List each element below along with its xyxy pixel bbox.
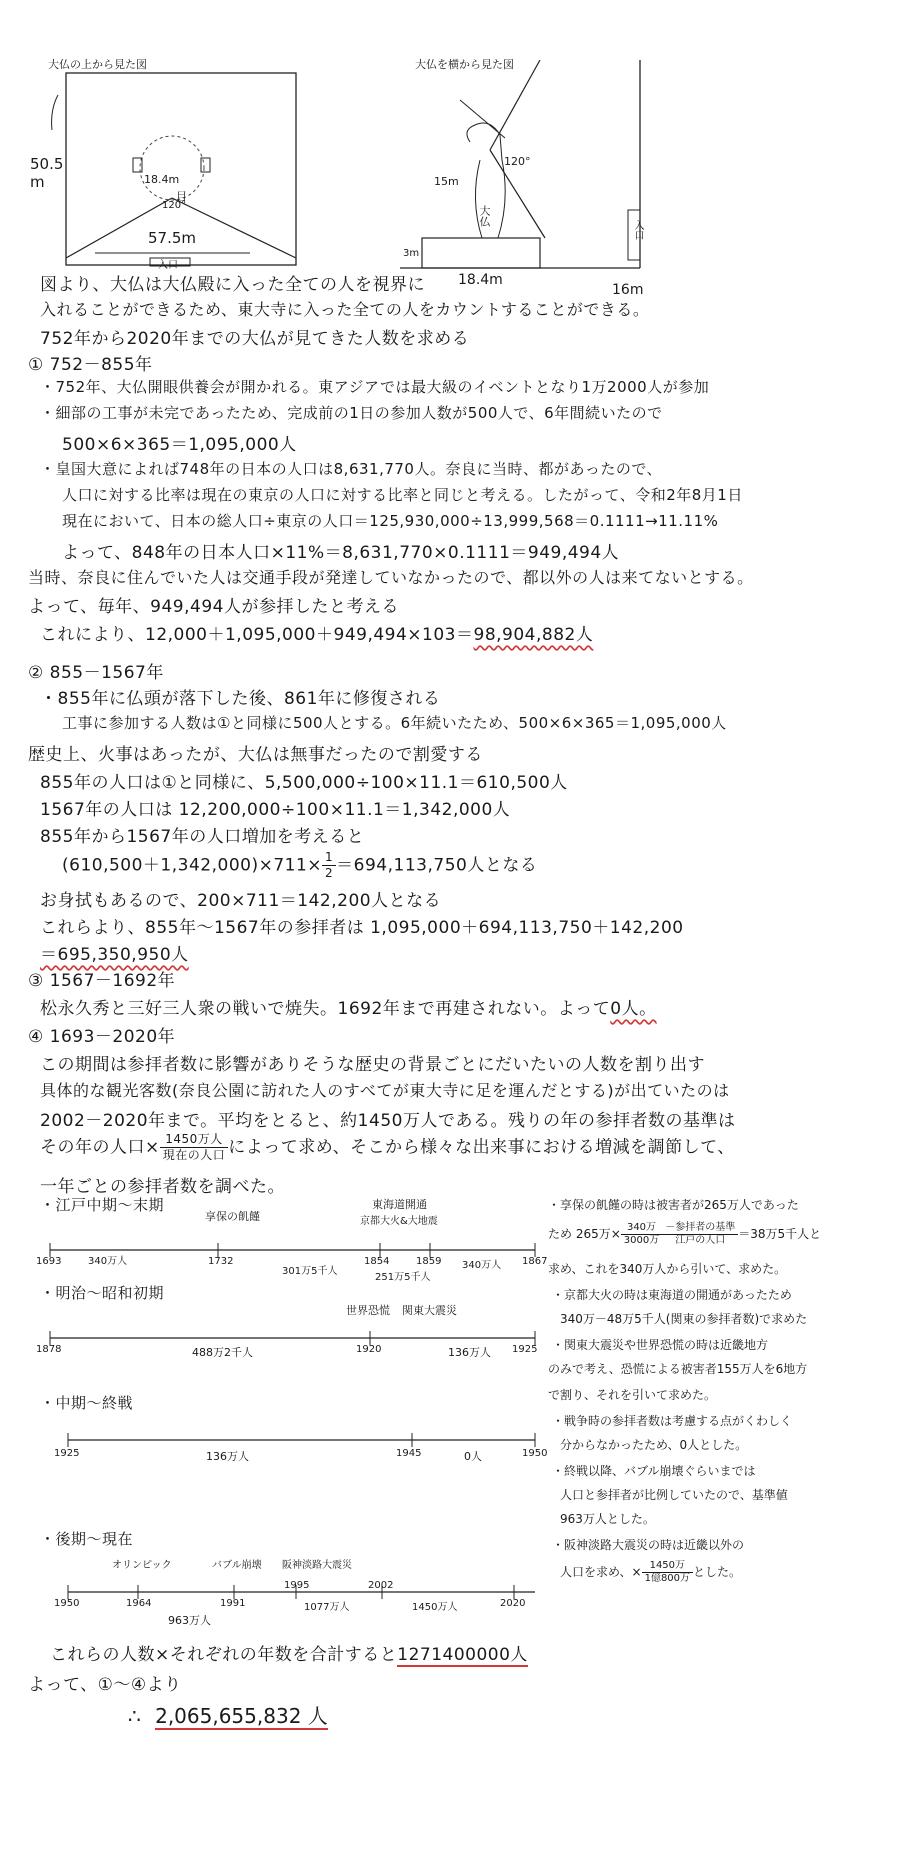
- tl2-seg-1: 488万2千人: [192, 1346, 253, 1359]
- s4-line-5: 一年ごとの参拝者数を調べた。: [40, 1177, 285, 1197]
- tl1-seg-1: 340万人: [88, 1256, 128, 1267]
- top-eye-label: 目: [176, 190, 187, 203]
- side-distance-label: 16m: [612, 282, 644, 298]
- tl4-event-1: オリンピック: [112, 1560, 172, 1571]
- tl2-start: 1878: [36, 1344, 62, 1355]
- tl2-event-2: 関東大震災: [402, 1304, 457, 1317]
- intro-line-2: 入れることができるため、東大寺に入った全ての人をカウントすることができる。: [40, 300, 650, 319]
- tl1-end: 1867: [522, 1256, 548, 1267]
- note-2-b: －参拝者の基準: [662, 1222, 738, 1235]
- therefore-symbol: ∴: [128, 1704, 141, 1728]
- s1-line-2: ・細部の工事が未完であったため、完成前の1日の参加人数が500人で、6年間続いたので: [40, 404, 663, 422]
- s2-calc-a: (610,500＋1,342,000)×711×: [62, 855, 323, 876]
- top-angle-label: 120°: [162, 200, 187, 211]
- s1-result: 98,904,882人: [473, 625, 594, 645]
- note-15: [560, 1560, 741, 1585]
- s4-line-1: この期間は参拝者数に影響がありそうな歴史の背景ごとにだいたいの人数を割り出す: [40, 1055, 705, 1075]
- note-4: ・京都大火の時は東海道の開通があったため: [552, 1288, 792, 1302]
- note-15-fraction: [642, 1560, 693, 1585]
- side-buddha-label: 大仏: [478, 205, 491, 227]
- s2-line-3: 歴史上、火事はあったが、大仏は無事だったので割愛する: [28, 745, 483, 765]
- note-15-num: 1450万: [642, 1560, 693, 1573]
- s2-line-5: 1567年の人口は 12,200,000÷100×11.1＝1,342,000人: [40, 800, 511, 820]
- side-angle-label: 120°: [504, 155, 531, 168]
- s2-heading: ② 855－1567年: [28, 663, 164, 683]
- s3-result: 0人。: [610, 999, 657, 1019]
- final-answer: 2,065,655,832 人: [155, 1704, 328, 1728]
- s3-text: 松永久秀と三好三人衆の戦いで焼失。1692年まで再建されない。よって: [40, 999, 611, 1019]
- s2-line-8: お身拭もあるので、200×711＝142,200人となる: [40, 891, 442, 911]
- note-13: 963万人とした。: [560, 1512, 655, 1526]
- s4-heading: ④ 1693－2020年: [28, 1027, 176, 1047]
- s1-line-1: ・752年、大仏開眼供養会が開かれる。東アジアでは最大級のイベントとなり1万2000人が参加: [40, 378, 710, 396]
- s4-frac-den: 現在の人口: [162, 1148, 226, 1162]
- note-7: のみで考え、恐慌による被害者155万人を6地方: [548, 1362, 808, 1376]
- note-6: ・関東大震災や世界恐慌の時は近畿地方: [552, 1338, 769, 1352]
- tl4-start: 1950: [54, 1598, 80, 1609]
- tl3-seg-2: 0人: [464, 1450, 482, 1463]
- tl2-end: 1925: [512, 1344, 538, 1355]
- s2-line-4: 855年の人口は①と同様に、5,500,000÷100×11.1＝610,500人: [40, 773, 568, 793]
- tl2-seg-2: 136万人: [448, 1346, 491, 1359]
- tl1-event-1: 享保の飢饉: [205, 1210, 260, 1223]
- note-2-num: 340万: [621, 1222, 662, 1235]
- s4-frac-num: 1450万人: [160, 1132, 229, 1148]
- tl2-mid: 1920: [356, 1344, 382, 1355]
- s4-text-b: によって求め、そこから様々な出来事における増減を調節して、: [228, 1137, 735, 1158]
- note-12: 人口と参拝者が比例していたので、基準値: [560, 1488, 788, 1502]
- s1-line-9: よって、毎年、949,494人が参拝したと考える: [28, 597, 399, 617]
- note-1: ・享保の飢饉の時は被害者が265万人であった: [548, 1198, 799, 1212]
- tl1-y1: 1854: [364, 1256, 390, 1267]
- s1-line-7: よって、848年の日本人口×11%＝8,631,770×0.1111＝949,494人: [62, 543, 620, 563]
- s2-line-6: 855年から1567年の人口増加を考えると: [40, 827, 365, 847]
- note-5: 340万－48万5千人(関東の参拝者数)で求めた: [560, 1312, 808, 1326]
- total-line-3: [128, 1700, 328, 1729]
- s1-line-8: 当時、奈良に住んでいた人は交通手段が発達していなかったので、都以外の人は来てないとする。: [28, 568, 754, 587]
- note-2-c: 江戸の人口: [675, 1235, 726, 1246]
- tl4-y1: 1964: [126, 1598, 152, 1609]
- side-base-width-label: 18.4m: [458, 272, 503, 288]
- tl1-event-2b: 京都大火&大地震: [360, 1216, 438, 1227]
- s2-frac-num: 1: [322, 850, 336, 866]
- note-10: 分からなかったため、0人とした。: [560, 1438, 748, 1452]
- note-2-a: ため 265万×: [548, 1227, 621, 1241]
- tl3-start: 1925: [54, 1448, 80, 1459]
- top-width-label: 57.5m: [148, 229, 197, 247]
- tl1-ev1-year: 1732: [208, 1256, 234, 1267]
- intro-line-3: 752年から2020年までの大仏が見てきた人数を求める: [40, 329, 470, 349]
- tl1-seg-4: 340万人: [462, 1260, 502, 1271]
- top-entrance-label: 入口: [158, 260, 178, 271]
- tl3-label: ・中期～終戦: [40, 1394, 134, 1412]
- tl4-y4: 2002: [368, 1580, 394, 1591]
- s1-heading: ① 752－855年: [28, 355, 153, 375]
- tl3-mid: 1945: [396, 1448, 422, 1459]
- s2-line-9: これらより、855年～1567年の参拝者は 1,095,000＋694,113,750＋142,200: [40, 918, 684, 938]
- note-15-den: 1億800万: [644, 1573, 691, 1584]
- s2-line-1: ・855年に仏頭が落下した後、861年に修復される: [40, 689, 441, 709]
- note-14: ・阪神淡路大震災の時は近畿以外の: [552, 1538, 745, 1552]
- s1-line-3: 500×6×365＝1,095,000人: [62, 435, 297, 455]
- s3-heading: ③ 1567－1692年: [28, 971, 176, 991]
- tl3-end: 1950: [522, 1448, 548, 1459]
- s2-calc-b: ＝694,113,750人となる: [336, 855, 538, 876]
- tl2-label: ・明治～昭和初期: [40, 1284, 165, 1302]
- side-diagram-title: 大仏を横から見た図: [415, 58, 514, 71]
- tl4-seg-2: 1077万人: [304, 1602, 350, 1613]
- note-2-den: 3000万: [623, 1235, 660, 1246]
- s1-line-4: ・皇国大意によれば748年の日本の人口は8,631,770人。奈良に当時、都があったので、: [40, 460, 663, 478]
- top-diam-label: 18.4m: [144, 173, 180, 186]
- s2-line-2: 工事に参加する人数は①と同様に500人とする。6年続いたため、500×6×365＝1,095,000人: [62, 714, 727, 732]
- note-2-fraction: [621, 1222, 662, 1247]
- tl2-event-1: 世界恐慌: [346, 1304, 390, 1317]
- side-height-label: 15m: [434, 175, 459, 188]
- tl4-event-3: 阪神淡路大震災: [282, 1560, 352, 1571]
- tl4-event-2: バブル崩壊: [212, 1560, 262, 1571]
- s4-text-a: その年の人口×: [40, 1137, 160, 1158]
- tl4-seg-3: 1450万人: [412, 1602, 458, 1613]
- tl1-event-2a: 東海道開通: [372, 1198, 427, 1211]
- total-sum: 1271400000人: [397, 1645, 528, 1665]
- s1-line-5: 人口に対する比率は現在の東京の人口に対する比率と同じと考える。したがって、令和2年8月1日: [62, 486, 743, 504]
- note-15-a: 人口を求め、×: [560, 1565, 642, 1579]
- tl1-seg-3: 251万5千人: [375, 1272, 431, 1283]
- s4-line-2: 具体的な観光客数(奈良公園に訪れた人のすべてが東大寺に足を運んだとする)が出ていたのは: [40, 1081, 730, 1100]
- note-3: 求め、これを340万人から引いて、求めた。: [548, 1262, 787, 1276]
- note-2-label: [662, 1222, 738, 1247]
- tl4-y2: 1991: [220, 1598, 246, 1609]
- s4-line-3: 2002－2020年まで。平均をとると、約1450万人である。残りの年の参拝者数の基準は: [40, 1111, 736, 1131]
- total-text: これらの人数×それぞれの年数を合計すると: [50, 1645, 398, 1665]
- s1-line-6: 現在において、日本の総人口÷東京の人口＝125,930,000÷13,999,568＝0.1111→11.11%: [62, 512, 719, 530]
- tl4-seg-1: 963万人: [168, 1614, 211, 1627]
- total-line-2: よって、①～④より: [28, 1675, 182, 1695]
- tl4-y3: 1995: [284, 1580, 310, 1591]
- tl3-seg-1: 136万人: [206, 1450, 249, 1463]
- top-diagram-title: 大仏の上から見た図: [48, 58, 147, 71]
- note-2-e: ＝38万5千人と: [738, 1227, 822, 1241]
- s2-result: ＝695,350,950人: [40, 945, 189, 965]
- side-entrance-label: 入口: [632, 220, 643, 240]
- side-base-label: 3m: [403, 248, 420, 259]
- tl1-start: 1693: [36, 1256, 62, 1267]
- note-11: ・終戦以降、バブル崩壊ぐらいまでは: [552, 1464, 756, 1478]
- intro-line-1: 図より、大仏は大仏殿に入った全ての人を視界に: [40, 275, 425, 295]
- note-15-b: とした。: [693, 1565, 742, 1579]
- tl4-end: 2020: [500, 1598, 526, 1609]
- s2-frac-den: 2: [325, 866, 334, 880]
- total-line-1: [50, 1640, 528, 1665]
- tl4-label: ・後期～現在: [40, 1530, 134, 1548]
- tl1-label: ・江戸中期～末期: [40, 1196, 165, 1214]
- note-2: [548, 1222, 821, 1247]
- tl1-y2: 1859: [416, 1256, 442, 1267]
- tl1-seg-2: 301万5千人: [282, 1266, 338, 1277]
- top-height-label: 50.5 m: [30, 155, 64, 191]
- note-8: で割り、それを引いて求めた。: [548, 1388, 717, 1402]
- note-9: ・戦争時の参拝者数は考慮する点がくわしく: [552, 1414, 793, 1428]
- s1-calc: これにより、12,000＋1,095,000＋949,494×103＝: [40, 625, 474, 645]
